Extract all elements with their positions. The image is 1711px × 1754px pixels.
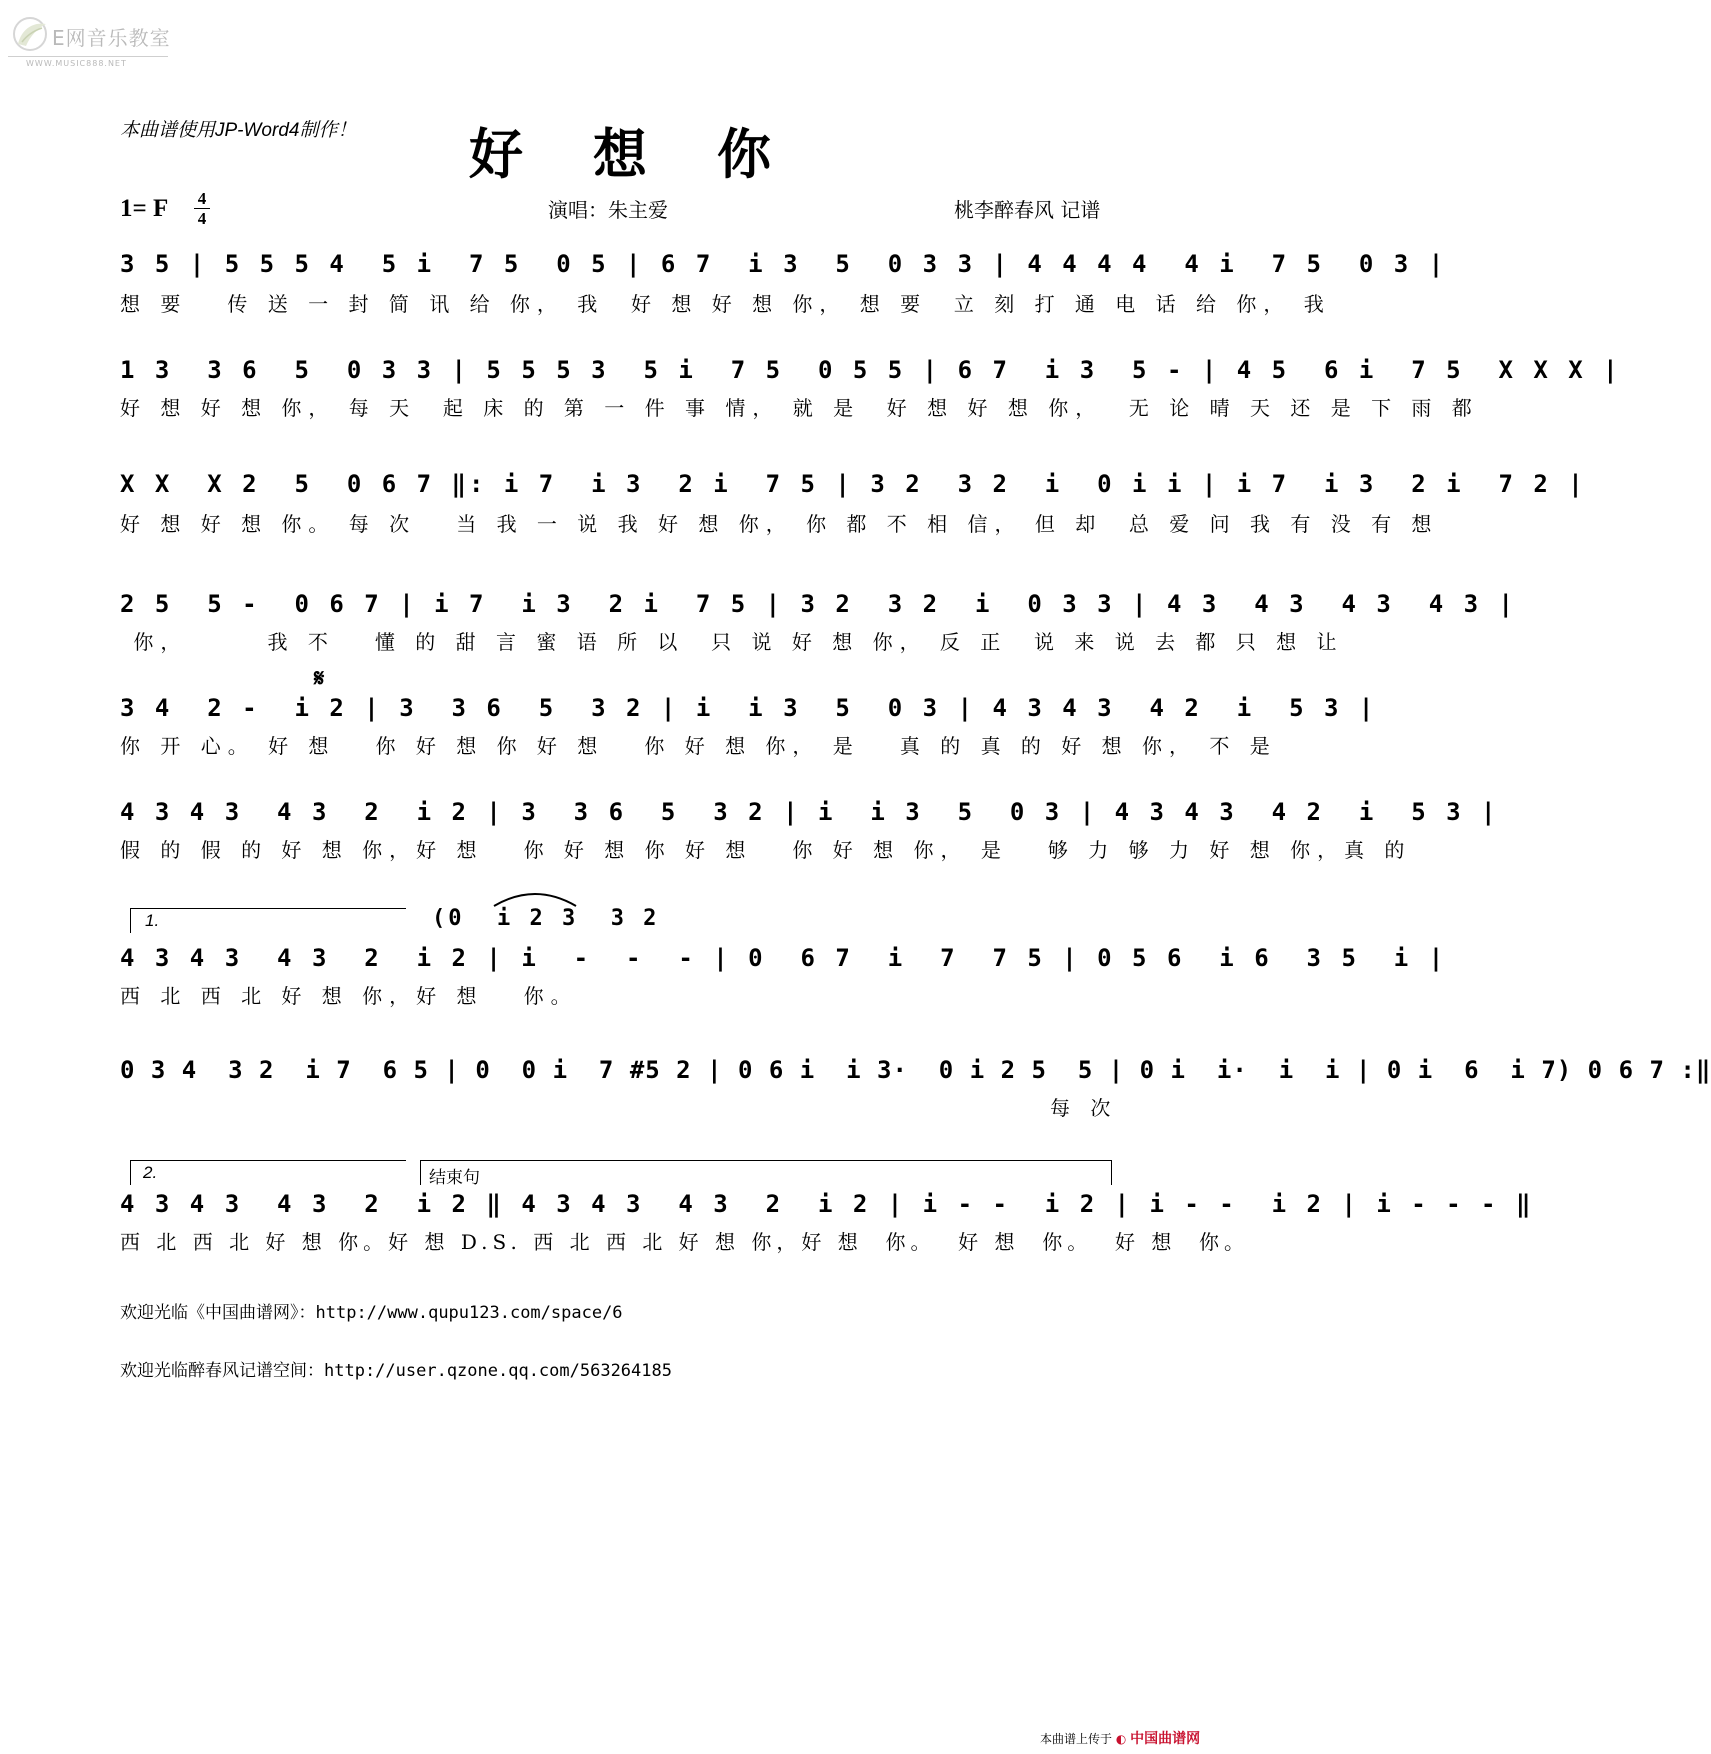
coda-bracket: [420, 1160, 1112, 1185]
tie-arc-icon: [490, 888, 580, 908]
made-with-note: 本曲谱使用JP-Word4制作！: [120, 120, 357, 141]
lyrics-line-3: 好 想 好 想 你。 每 次 当 我 一 说 我 好 想 你， 你 都 不 相 信， 但 却 总 爱 问 我 有 没 有 想: [120, 512, 1439, 536]
lyrics-line-9: 西 北 西 北 好 想 你。好 想 D.S. 西 北 西 北 好 想 你，好 想 你。 好 想 你。 好 想 你。: [120, 1230, 1250, 1254]
welcome-link-qzone[interactable]: 欢迎光临醉春风记谱空间：http://user.qzone.qq.com/563264185: [120, 1361, 672, 1381]
watermark: [8, 14, 173, 68]
notation-line-2: 1 3 3 6 5 0 3 3 | 5 5 5 3 5 i 7 5 0 5 5 | 6 7 i 3 5 - | 4 5 6 i 7 5 X X X |: [120, 356, 1621, 384]
lyrics-line-8: 每 次: [1050, 1096, 1118, 1120]
time-signature-bottom: 4: [197, 209, 207, 228]
second-ending-label: 2.: [143, 1163, 158, 1182]
notation-line-3: X X X 2 5 0 6 7 ‖: i 7 i 3 2 i 7 5 | 3 2 3 2 i 0 i i | i 7 i 3 2 i 7 2 |: [120, 470, 1586, 498]
first-ending-bracket: [130, 908, 406, 933]
key-signature: 1= F: [120, 195, 169, 222]
watermark-site-url: WWW.MUSIC888.NET: [26, 59, 127, 68]
coda-label: 结束句: [429, 1168, 480, 1187]
lyrics-line-1: 想 要 传 送 一 封 简 讯 给 你， 我 好 想 好 想 你， 想 要 立 刻 打 通 电 话 给 你， 我: [120, 292, 1331, 316]
lyrics-line-6: 假 的 假 的 好 想 你，好 想 你 好 想 你 好 想 你 好 想 你， 是 够 力 够 力 好 想 你，真 的: [120, 838, 1412, 862]
lyrics-line-4: 你， 我 不 懂 的 甜 言 蜜 语 所 以 只 说 好 想 你， 反 正 说 来 说 去 都 只 想 让: [120, 630, 1344, 654]
watermark-rule: [8, 56, 168, 57]
first-ending-label: 1.: [145, 911, 160, 930]
watermark-site-name: E网音乐教室: [52, 26, 171, 50]
segno-sign: 𝄋: [314, 663, 325, 692]
notation-line-8: 0 3 4 3 2 i 7 6 5 | 0 0 i 7 #5 2 | 0 6 i i 3· 0 i 2 5 5 | 0 i i· i i | 0 i 6 i 7) 0 6 7 :‖: [120, 1056, 1711, 1084]
welcome-link-qupu[interactable]: 欢迎光临《中国曲谱网》：http://www.qupu123.com/space/6: [120, 1303, 623, 1323]
lyrics-line-2: 好 想 好 想 你， 每 天 起 床 的 第 一 件 事 情， 就 是 好 想 好 想 你， 无 论 晴 天 还 是 下 雨 都: [120, 396, 1479, 420]
time-signature-top: 4: [197, 189, 207, 208]
notation-line-7: 4 3 4 3 4 3 2 i 2 | i - - - | 0 6 7 i 7 7 5 | 0 5 6 i 6 3 5 i |: [120, 944, 1447, 972]
interlude-notation: (0 i 2 3 3 2: [432, 906, 660, 931]
lyrics-line-7: 西 北 西 北 好 想 你，好 想 你。: [120, 984, 578, 1008]
notation-line-6: 4 3 4 3 4 3 2 i 2 | 3 3 6 5 3 2 | i i 3 5 0 3 | 4 3 4 3 4 2 i 5 3 |: [120, 798, 1499, 826]
singer-credit: 演唱：朱主爱: [548, 198, 668, 222]
notation-line-4: 2 5 5 - 0 6 7 | i 7 i 3 2 i 7 5 | 3 2 3 2 i 0 3 3 | 4 3 4 3 4 3 4 3 |: [120, 590, 1516, 618]
upload-footer-brand: 中国曲谱网: [1130, 1731, 1201, 1747]
lyrics-line-5: 你 开 心。 好 想 你 好 想 你 好 想 你 好 想 你， 是 真 的 真 的 好 想 你， 不 是: [120, 734, 1277, 758]
leaf-logo-icon: [8, 14, 53, 54]
upload-footer: [1040, 1728, 1200, 1748]
notation-line-5: 3 4 2 - i 2 | 3 3 6 5 3 2 | i i 3 5 0 3 | 4 3 4 3 4 2 i 5 3 |: [120, 694, 1377, 722]
arranger-credit: 桃李醉春风 记谱: [954, 198, 1101, 222]
song-title: 好想你: [469, 122, 841, 186]
upload-footer-prefix: 本曲谱上传于: [1040, 1732, 1113, 1746]
second-ending-bracket: [130, 1160, 406, 1185]
notation-line-1: 3 5 | 5 5 5 4 5 i 7 5 0 5 | 6 7 i 3 5 0 3 3 | 4 4 4 4 4 i 7 5 0 3 |: [120, 250, 1447, 278]
notation-line-9: 4 3 4 3 4 3 2 i 2 ‖ 4 3 4 3 4 3 2 i 2 | i - - i 2 | i - - i 2 | i - - - ‖: [120, 1190, 1534, 1218]
time-signature: [194, 190, 210, 227]
qupu-logo-icon: ◐: [1115, 1732, 1127, 1746]
